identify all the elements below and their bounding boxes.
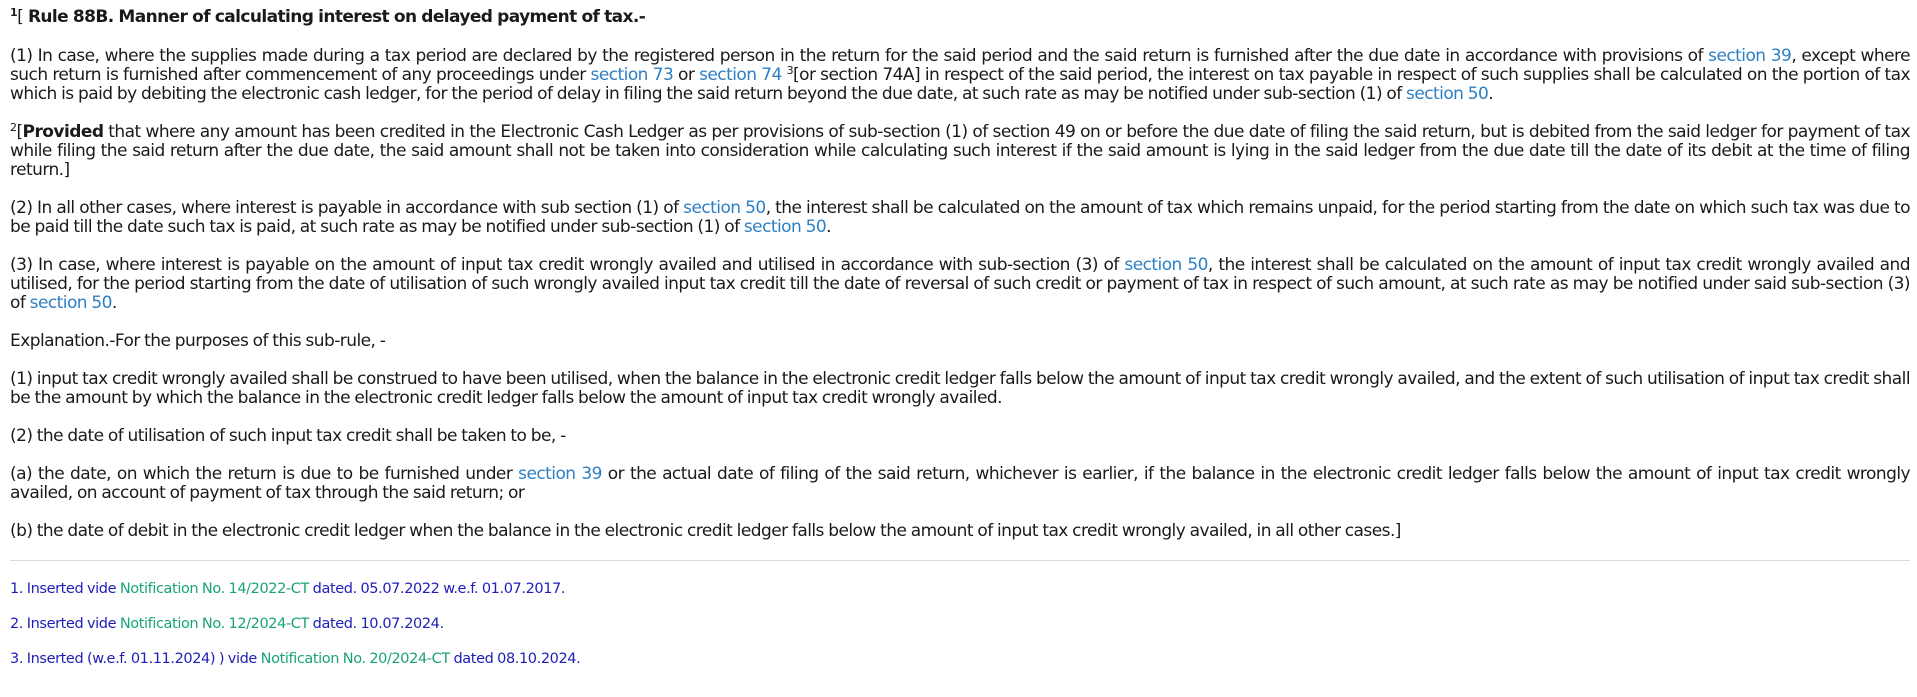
sub-rule-1 — [10, 47, 1910, 104]
rule-document — [10, 8, 1910, 686]
sub-rule-2-text: . — [826, 217, 831, 237]
rule-title-text: Rule 88B. Manner of calculating interest on delayed payment of tax.- — [27, 7, 646, 27]
section-73-link[interactable]: section 73 — [590, 65, 674, 85]
footnote-text: 3. Inserted (w.e.f. 01.11.2024) ) vide — [10, 651, 261, 667]
proviso-bracket: [ — [16, 122, 23, 142]
sub-rule-3-text: . — [111, 293, 117, 313]
proviso — [10, 123, 1910, 180]
section-39-link[interactable]: section 39 — [518, 464, 602, 484]
rule-title — [10, 8, 1910, 27]
sub-rule-1-text: or — [673, 65, 700, 85]
footnote-ref-1[interactable]: 1 — [10, 6, 18, 19]
sub-rule-2-text: (2) In all other cases, where interest is payable in accordance with sub section (1) of — [10, 198, 684, 218]
sub-rule-2-text: , the interest shall be calculated on the amount of tax which remains unpaid, for the period starting from the date on which such tax was due to be paid till the date such tax is paid, at such rate as may be notified under sub-section (1) of — [10, 198, 1911, 237]
sub-rule-1-text: , except where such return is furnished after commencement of any proceedings under — [10, 46, 1910, 85]
footnote-text: dated. 10.07.2024. — [308, 616, 444, 632]
footnote-3 — [10, 651, 1910, 668]
sub-rule-3 — [10, 256, 1910, 313]
section-50-link[interactable]: section 50 — [29, 293, 112, 313]
footnote-ref-3[interactable]: 3 — [786, 64, 794, 77]
section-39-link[interactable]: section 39 — [1708, 46, 1792, 66]
footnote-1 — [10, 581, 1910, 598]
explanation-item-2: (2) the date of utilisation of such input tax credit shall be taken to be, - — [10, 426, 566, 446]
explanation-item-a-text: or the actual date of filing of the said return, whichever is earlier, if the balance in the electronic credit ledger falls below the amount of input tax credit wrongly availed, on account of payment of tax through the said return; or — [10, 464, 1910, 503]
explanation-item-b: (b) the date of debit in the electronic credit ledger when the balance in the electronic credit ledger falls below the amount of input tax credit wrongly availed, in all other cases.] — [10, 521, 1401, 541]
section-50-link[interactable]: section 50 — [743, 217, 827, 237]
section-74-link[interactable]: section 74 — [699, 65, 782, 85]
footnote-text: dated 08.10.2024. — [449, 651, 581, 667]
sub-rule-3-text: , the interest shall be calculated on the amount of input tax credit wrongly availed and utilised, for the period starting from the date of utilisation of such wrongly availed input tax credit till the date of reversal of such credit or payment of tax in respect of such amount, at such rate as may be notified under said sub-section (3) of — [10, 255, 1911, 313]
sub-rule-1-text: [or section 74A] in respect of the said period, the interest on tax payable in respect of such supplies shall be calculated on the portion of tax which is paid by debiting the electronic cash ledger, for the period of delay in filing the said return beyond the due date, at such rate as may be notified under sub-section (1) of — [10, 65, 1911, 104]
footnote-2 — [10, 616, 1910, 633]
footnote-text: 1. Inserted vide — [10, 581, 120, 597]
notification-link[interactable]: Notification No. 14/2022-CT — [119, 581, 309, 597]
explanation-item-a — [10, 465, 1910, 503]
proviso-keyword: Provided — [22, 122, 104, 142]
explanation-item-a-text: (a) the date, on which the return is due to be furnished under — [10, 464, 519, 484]
explanation-item-1: (1) input tax credit wrongly availed shall be construed to have been utilised, when the balance in the electronic credit ledger falls below the amount of input tax credit wrongly availed, and the extent of such utilisation of input tax credit shall be the amount by which the balance in the electronic credit ledger falls below the amount of input tax credit wrongly availed. — [10, 369, 1910, 408]
footnote-ref-2[interactable]: 2 — [10, 121, 17, 134]
section-50-link[interactable]: section 50 — [683, 198, 766, 218]
footnote-text: dated. 05.07.2022 w.e.f. 01.07.2017. — [308, 581, 566, 597]
notification-link[interactable]: Notification No. 20/2024-CT — [260, 651, 450, 667]
sub-rule-3-text: (3) In case, where interest is payable on the amount of input tax credit wrongly availed and utilised in accordance with sub-section (3) of — [10, 255, 1125, 275]
footnote-divider — [10, 560, 1910, 561]
explanation-heading: Explanation.-For the purposes of this sub-rule, - — [10, 331, 386, 351]
sub-rule-2 — [10, 199, 1910, 237]
section-50-link[interactable]: section 50 — [1406, 84, 1489, 104]
sub-rule-1-text: . — [1488, 84, 1494, 104]
title-bracket: [ — [17, 7, 24, 27]
footnotes — [10, 581, 1910, 668]
notification-link[interactable]: Notification No. 12/2024-CT — [119, 616, 309, 632]
sub-rule-1-text: (1) In case, where the supplies made during a tax period are declared by the registered person in the return for the said period and the said return is furnished after the due date in accordance with provisions of — [10, 46, 1709, 66]
proviso-text: that where any amount has been credited in the Electronic Cash Ledger as per provisions of sub-section (1) of section 49 on or before the due date of filing the said return, but is debited from the said ledger for payment of tax while filing the said return after the due date, the said amount shall not be taken into consideration while calculating such interest if the said amount is lying in the said ledger from the due date till the date of its debit at the time of filing return.] — [10, 122, 1910, 180]
footnote-text: 2. Inserted vide — [10, 616, 120, 632]
section-50-link[interactable]: section 50 — [1124, 255, 1208, 275]
